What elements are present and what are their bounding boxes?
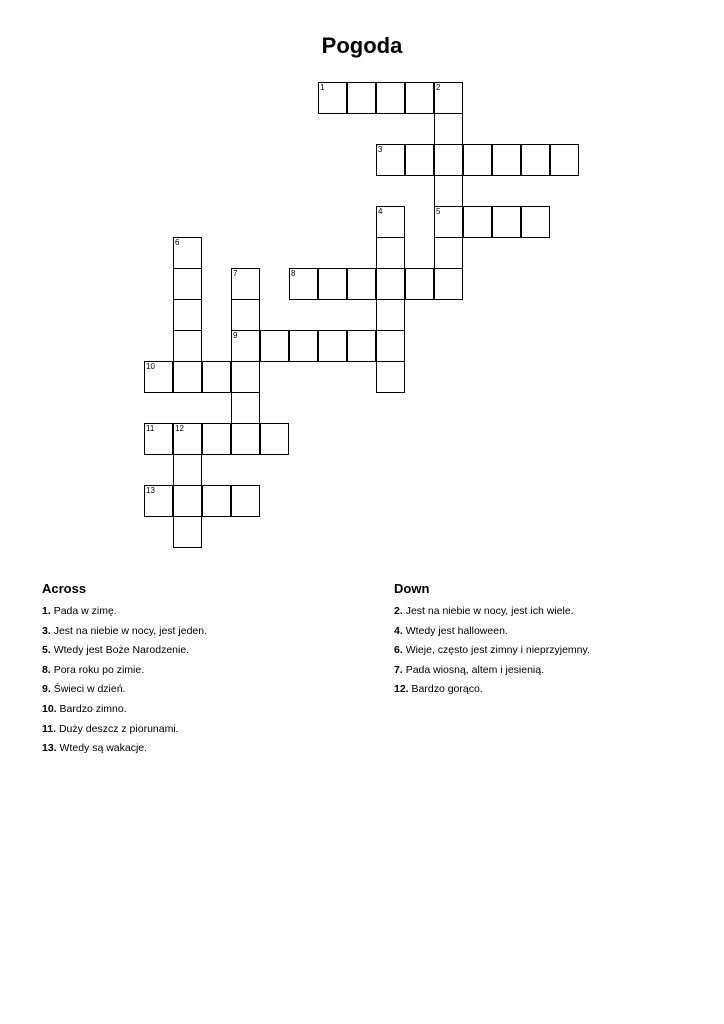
grid-cell[interactable] — [376, 299, 405, 331]
grid-cell[interactable] — [318, 82, 347, 114]
grid-cell[interactable] — [376, 330, 405, 362]
clue-number: 9. — [42, 683, 51, 696]
cell-number: 12 — [175, 424, 184, 433]
clue-text: Bardzo gorąco. — [411, 683, 483, 696]
clue-number: 1. — [42, 605, 51, 617]
clue-item — [42, 703, 362, 723]
clue-text: Jest na niebie w nocy, jest ich wiele. — [405, 605, 574, 617]
cell-number: 2 — [436, 83, 441, 92]
grid-cell[interactable] — [173, 361, 202, 393]
clue-text: Duży deszcz z piorunami. — [58, 722, 179, 735]
grid-cell[interactable] — [318, 330, 347, 362]
grid-cell[interactable] — [492, 144, 521, 176]
grid-cell[interactable] — [376, 144, 405, 176]
grid-cell[interactable] — [550, 144, 579, 176]
clue-text: Pada wiosną, altem i jesienią. — [405, 663, 545, 676]
across-heading: Across — [42, 581, 87, 596]
grid-cell[interactable] — [173, 299, 202, 331]
clue-text: Bardzo zimno. — [59, 702, 127, 715]
cell-number: 10 — [146, 362, 155, 371]
grid-cell[interactable] — [173, 268, 202, 300]
grid-cell[interactable] — [376, 82, 405, 114]
cell-number: 5 — [436, 207, 441, 216]
clue-number: 3. — [42, 624, 51, 637]
grid-cell[interactable] — [376, 268, 405, 300]
grid-cell[interactable] — [231, 268, 260, 300]
grid-cell[interactable] — [521, 144, 550, 176]
clue-item — [394, 625, 714, 645]
grid-cell[interactable] — [231, 330, 260, 362]
cell-number: 8 — [291, 269, 296, 278]
clue-text: Pora roku po zimie. — [53, 663, 145, 676]
grid-cell[interactable] — [173, 485, 202, 517]
grid-cell[interactable] — [289, 268, 318, 300]
clue-item — [394, 664, 714, 684]
grid-cell[interactable] — [231, 423, 260, 455]
clue-number: 8. — [42, 663, 51, 676]
grid-cell[interactable] — [347, 268, 376, 300]
grid-cell[interactable] — [144, 361, 173, 393]
grid-cell[interactable] — [376, 206, 405, 238]
clue-text: Wtedy jest halloween. — [405, 624, 508, 637]
cell-number: 9 — [233, 331, 238, 340]
grid-cell[interactable] — [318, 268, 347, 300]
grid-cell[interactable] — [434, 175, 463, 207]
grid-cell[interactable] — [231, 485, 260, 517]
clue-item — [42, 683, 362, 703]
grid-cell[interactable] — [347, 82, 376, 114]
clue-text: Wtedy jest Boże Narodzenie. — [53, 644, 190, 657]
grid-cell[interactable] — [434, 144, 463, 176]
clue-item — [42, 664, 362, 684]
grid-cell[interactable] — [463, 144, 492, 176]
clue-item — [42, 723, 362, 743]
grid-cell[interactable] — [144, 423, 173, 455]
clue-item — [394, 644, 714, 664]
grid-cell[interactable] — [202, 423, 231, 455]
grid-cell[interactable] — [260, 330, 289, 362]
clue-text: Jest na niebie w nocy, jest jeden. — [53, 624, 207, 637]
grid-cell[interactable] — [173, 516, 202, 548]
clue-item — [394, 605, 714, 625]
clue-item — [42, 644, 362, 664]
clue-number: 12. — [394, 683, 409, 696]
down-clues — [394, 581, 714, 703]
clue-item — [42, 742, 362, 762]
grid-cell[interactable] — [405, 82, 434, 114]
clue-number: 5. — [42, 644, 51, 657]
cell-number: 4 — [378, 207, 383, 216]
across-clues — [42, 581, 362, 762]
grid-cell[interactable] — [347, 330, 376, 362]
cell-number: 13 — [146, 486, 155, 495]
grid-cell[interactable] — [434, 206, 463, 238]
grid-cell[interactable] — [434, 268, 463, 300]
down-clue-list — [394, 605, 714, 703]
cell-number: 1 — [320, 83, 325, 92]
grid-cell[interactable] — [521, 206, 550, 238]
cell-number: 6 — [175, 238, 180, 247]
cell-number: 11 — [146, 424, 155, 433]
grid-cell[interactable] — [434, 237, 463, 269]
clue-item — [394, 683, 714, 703]
grid-cell[interactable] — [260, 423, 289, 455]
grid-cell[interactable] — [173, 330, 202, 362]
grid-cell[interactable] — [231, 299, 260, 331]
clue-number: 2. — [394, 605, 403, 617]
clue-item — [42, 625, 362, 645]
across-clue-list — [42, 605, 362, 762]
down-heading: Down — [394, 581, 430, 596]
grid-cell[interactable] — [231, 392, 260, 424]
grid-cell[interactable] — [376, 237, 405, 269]
grid-cell[interactable] — [202, 361, 231, 393]
grid-cell[interactable] — [144, 485, 173, 517]
grid-cell[interactable] — [202, 485, 231, 517]
clue-number: 10. — [42, 702, 57, 715]
grid-cell[interactable] — [405, 144, 434, 176]
clue-text: Pada w zimę. — [53, 605, 117, 617]
clue-number: 6. — [394, 644, 403, 657]
cell-number: 3 — [378, 145, 383, 154]
grid-cell[interactable] — [173, 237, 202, 269]
grid-cell[interactable] — [376, 361, 405, 393]
grid-cell[interactable] — [173, 454, 202, 486]
clue-number: 4. — [394, 624, 403, 637]
clue-number: 13. — [42, 742, 57, 755]
clue-text: Wtedy są wakacje. — [59, 742, 148, 755]
grid-cell[interactable] — [289, 330, 318, 362]
grid-cell[interactable] — [434, 82, 463, 114]
clue-item — [42, 605, 362, 625]
grid-cell[interactable] — [434, 113, 463, 145]
clue-text: Świeci w dzień. — [53, 683, 126, 696]
clue-text: Wieje, często jest zimny i nieprzyjemny. — [405, 644, 590, 657]
cell-number: 7 — [233, 269, 238, 278]
clue-number: 7. — [394, 663, 403, 676]
page-title: Pogoda — [321, 33, 403, 58]
grid-cell[interactable] — [173, 423, 202, 455]
grid-cell[interactable] — [231, 361, 260, 393]
grid-cell[interactable] — [492, 206, 521, 238]
clue-number: 11. — [42, 722, 57, 735]
grid-cell[interactable] — [405, 268, 434, 300]
grid-cell[interactable] — [463, 206, 492, 238]
